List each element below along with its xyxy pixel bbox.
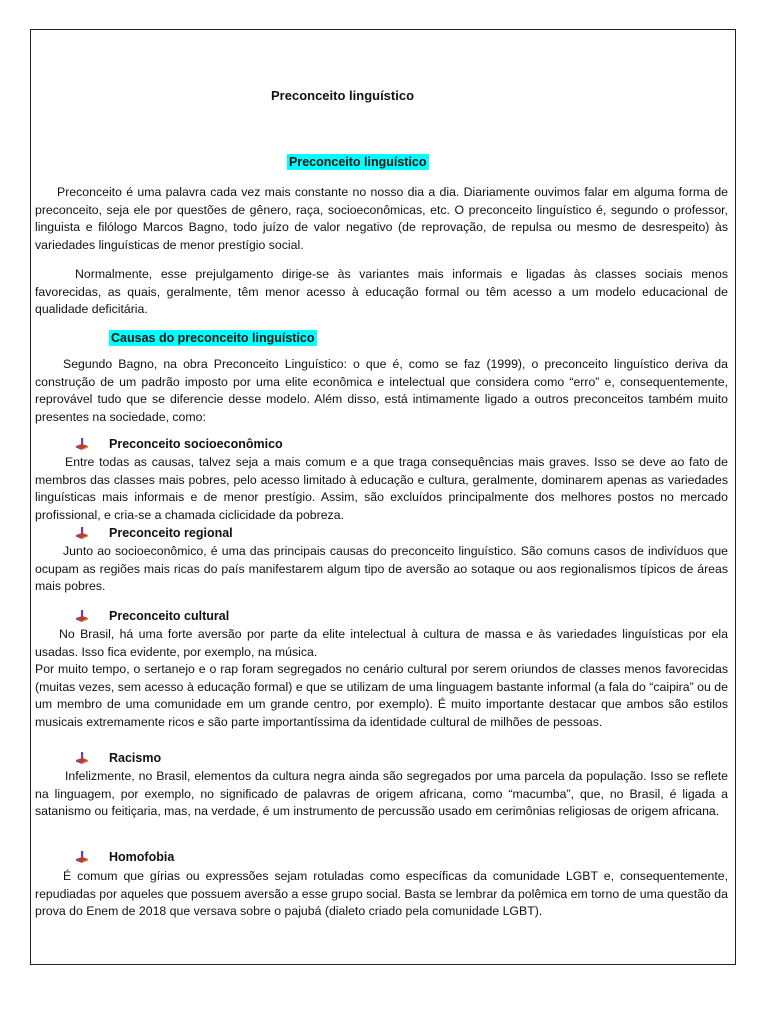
bullet-homofobia xyxy=(75,848,174,866)
section-text: Junto ao socioeconômico, é uma das principais causas do preconceito linguístico. São comuns casos de indivíduos que ocupam as regiões mais ricas do país manifestarem algum tipo de aversão ao sotaque ou aos regionalismos típicos de áreas mais pobres. xyxy=(35,544,728,594)
bullet-socioeconomico xyxy=(75,435,283,453)
section-text: Entre todas as causas, talvez seja a mais comum e a que traga consequências mais graves. Isso se deve ao fato de membros das classes mais pobres, pelo acesso limitado à educação e cultura, geralmente, dominarem apenas as variedades linguísticas mais informais e de menor prestígio. Assim, são excluídos principalmente dos melhores postos no mercado profissional, e cria-se a chamada ciclicidade da pobreza. xyxy=(35,455,728,522)
bullet-label: Preconceito socioeconômico xyxy=(109,437,283,451)
document-page xyxy=(30,29,736,965)
paragraph-intro: Preconceito é uma palavra cada vez mais constante no nosso dia a dia. Diariamente ouvimos falar em alguma forma de preconceito, seja ele por questões de gênero, raça, socioeconômicas, etc. O preconceito linguístico é, segundo o professor, linguista e filólogo Marcos Bagno, todo juízo de valor negativo (de reprovação, de repulsa ou mesmo de desrespeito) às variedades linguísticas de menor prestígio social. xyxy=(35,185,728,252)
document-title: Preconceito linguístico xyxy=(271,88,415,103)
section-text: É comum que gírias ou expressões sejam rotuladas como específicas da comunidade LGBT e, consequentemente, repudiadas por aqueles que possuem aversão a esse grupo social. Basta se lembrar da polêmica em torno de uma questão da prova do Enem de 2018 que versava sobre o pajubá (dialeto criado pela comunidade LGBT). xyxy=(35,869,728,919)
causes-heading-highlight xyxy=(109,329,317,347)
book-bullet-icon xyxy=(75,609,89,623)
bullet-label: Homofobia xyxy=(109,850,175,864)
bullet-racismo xyxy=(75,749,161,767)
section-text: Infelizmente, no Brasil, elementos da cultura negra ainda são segregados por uma parcela da população. Isso se reflete na linguagem, por exemplo, no significado de palavras de origem africana, como “macumba”, que, no Brasil, é ligada a satanismo ou feitiçaria, mas, na verdade, é um instrumento de percussão usado em cerimônias religiosas de origem africana. xyxy=(35,769,728,819)
paragraph-bagno: Segundo Bagno, na obra Preconceito Linguístico: o que é, como se faz (1999), o preconceito linguístico deriva da construção de um padrão imposto por uma elite econômica e intelectual que considera como “erro” e, consequentemente, reprovável tudo que se diferencie desse modelo. Além disso, está intimamente ligado a outros preconceitos também muito presentes na sociedade, como: xyxy=(35,357,728,424)
heading-highlight xyxy=(287,153,429,171)
bullet-label: Preconceito cultural xyxy=(109,609,230,623)
section-text: No Brasil, há uma forte aversão por parte da elite intelectual à cultura de massa e às variedades linguísticas por ela usadas. Isso fica evidente, por exemplo, na música. xyxy=(35,627,728,659)
bullet-cultural xyxy=(75,607,229,625)
book-bullet-icon xyxy=(75,751,89,765)
bullet-label: Preconceito regional xyxy=(109,526,233,540)
paragraph-normalmente: Normalmente, esse prejulgamento dirige-se às variantes mais informais e ligadas às classes sociais menos favorecidas, as quais, geralmente, têm menor acesso à educação formal ou têm acesso a um modelo educacional de qualidade deficitária. xyxy=(35,267,728,317)
book-bullet-icon xyxy=(75,526,89,540)
causes-heading: Causas do preconceito linguístico xyxy=(111,331,315,345)
section-text-continued: Por muito tempo, o sertanejo e o rap foram segregados no cenário cultural por serem oriundos de classes menos favorecidas (muitas vezes, sem acesso à educação formal) e que se utilizam de uma linguagem bastante informal (a fala do “caipira” ou de um membro de uma comunidade em um grande centro, por exemplo). É muito importante destacar que ambos são estilos musicais extremamente ricos e são parte importantíssima da identidade cultural de milhões de pessoas. xyxy=(35,662,728,729)
bullet-regional xyxy=(75,524,233,542)
book-bullet-icon xyxy=(75,437,89,451)
bullet-label: Racismo xyxy=(109,751,162,765)
section-heading: Preconceito linguístico xyxy=(289,155,427,169)
book-bullet-icon xyxy=(75,850,89,864)
